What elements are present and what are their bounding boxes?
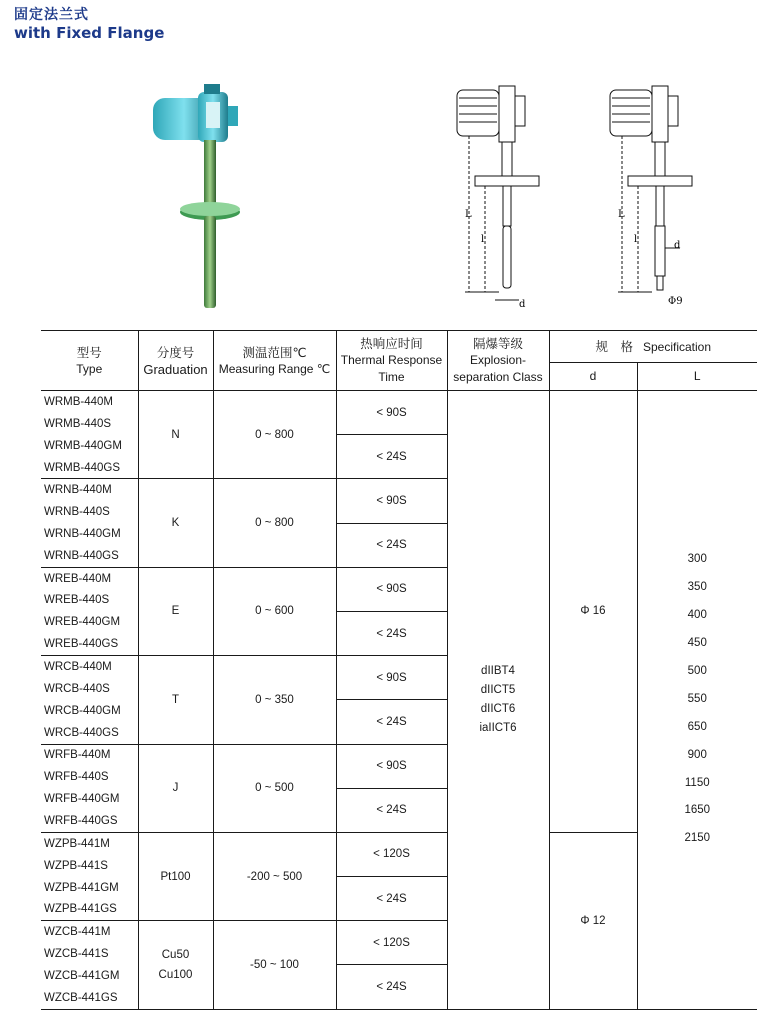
- dimension-drawing-2: [608, 82, 708, 312]
- response-cell: < 90S: [336, 744, 447, 788]
- graduation-value: N: [171, 428, 180, 441]
- header-graduation-cn: 分度号: [156, 344, 195, 360]
- type-cell: WRMB-440M: [41, 391, 138, 413]
- header-response-en-1: Thermal Response: [340, 353, 443, 367]
- type-cell: WRFB-440M: [41, 744, 138, 766]
- type-cell: WRMB-440GM: [41, 435, 138, 457]
- header-type-en: Type: [76, 361, 103, 376]
- graduation-value: J: [172, 782, 179, 795]
- header-explosion-en-2: separation Class: [453, 370, 543, 384]
- response-cell: < 120S: [336, 832, 447, 876]
- header-explosion: [447, 331, 549, 391]
- table-row: [41, 391, 757, 413]
- graduation-value: Pt100: [160, 870, 191, 883]
- range-cell: 0 ~ 500: [213, 744, 336, 832]
- type-cell: WZPB-441GS: [41, 899, 138, 921]
- dim-d-label-2: d: [674, 240, 681, 251]
- L-value: 1150: [684, 776, 710, 789]
- type-cell: WRNB-440M: [41, 479, 138, 501]
- range-cell: -200 ~ 500: [213, 832, 336, 920]
- L-value: 400: [687, 609, 707, 622]
- header-graduation-en: Graduation: [143, 361, 208, 377]
- type-cell: WREB-440M: [41, 567, 138, 589]
- type-cell: WZCB-441M: [41, 921, 138, 943]
- L-value: 650: [687, 720, 707, 733]
- header-response-cn: 热响应时间: [360, 336, 423, 351]
- header-spec-en: Specification: [642, 339, 712, 354]
- graduation-cell: [138, 567, 213, 655]
- type-cell: WRCB-440GM: [41, 700, 138, 722]
- header-range-en: Measuring Range ℃: [218, 361, 331, 376]
- dim-d-label: d: [519, 299, 526, 310]
- header-explosion-cn: 隔爆等级: [472, 336, 523, 351]
- header-d: d: [549, 363, 637, 391]
- type-cell: WRFB-440GS: [41, 810, 138, 832]
- explosion-class-value: dIICT6: [480, 702, 516, 715]
- type-cell: WREB-440S: [41, 589, 138, 611]
- dim-L-label: L: [465, 209, 472, 220]
- type-cell: WZCB-441S: [41, 943, 138, 965]
- explosion-class-value: dIIBT4: [481, 664, 515, 677]
- graduation-cell: [138, 479, 213, 567]
- dim-l-label-2: l: [634, 234, 638, 245]
- L-value: 2150: [684, 832, 711, 845]
- header-type-cn: 型号: [76, 344, 102, 360]
- type-cell: WRMB-440S: [41, 413, 138, 435]
- graduation-cell: [138, 656, 213, 744]
- type-cell: WRNB-440GM: [41, 523, 138, 545]
- title-english: with Fixed Flange: [14, 24, 165, 42]
- type-cell: WZCB-441GS: [41, 987, 138, 1009]
- response-cell: < 90S: [336, 656, 447, 700]
- explosion-class-cell: [447, 391, 549, 1010]
- response-cell: < 24S: [336, 700, 447, 744]
- type-cell: WRCB-440S: [41, 678, 138, 700]
- L-value: 450: [687, 637, 707, 650]
- d-cell: Φ 12: [549, 832, 637, 1009]
- explosion-class-value: dIICT5: [480, 683, 516, 696]
- range-cell: 0 ~ 800: [213, 479, 336, 567]
- type-cell: WREB-440GS: [41, 634, 138, 656]
- type-cell: WRCB-440GS: [41, 722, 138, 744]
- dimension-drawing-1: [455, 82, 555, 312]
- type-cell: WRCB-440M: [41, 656, 138, 678]
- type-cell: WZPB-441GM: [41, 877, 138, 899]
- header-graduation: [138, 331, 213, 391]
- header-range-cn: 测温范围℃: [242, 344, 307, 360]
- graduation-value: K: [171, 517, 180, 530]
- d-cell: Φ 16: [549, 391, 637, 833]
- range-cell: 0 ~ 600: [213, 567, 336, 655]
- header-spec: [549, 331, 757, 363]
- header-response-en-2: Time: [378, 370, 405, 384]
- explosion-class-value: iaIICT6: [479, 721, 517, 734]
- L-cell: [637, 391, 757, 1010]
- type-cell: WRNB-440S: [41, 501, 138, 523]
- title-chinese: 固定法兰式: [14, 7, 89, 23]
- response-cell: < 90S: [336, 567, 447, 611]
- header-type: [41, 331, 138, 391]
- header-explosion-en-1: Explosion-: [469, 353, 527, 367]
- dim-phi9-label: Φ9: [668, 296, 683, 307]
- response-cell: < 90S: [336, 479, 447, 523]
- graduation-cell: [138, 391, 213, 479]
- response-cell: < 24S: [336, 435, 447, 479]
- type-cell: WRFB-440GM: [41, 788, 138, 810]
- type-cell: WZCB-441GM: [41, 965, 138, 987]
- type-cell: WRFB-440S: [41, 766, 138, 788]
- L-value: 900: [687, 748, 707, 761]
- header-spec-cn: 规 格: [595, 338, 633, 354]
- dim-l-label: l: [481, 234, 485, 245]
- response-cell: < 24S: [336, 611, 447, 655]
- header-response: [336, 331, 447, 391]
- graduation-value: E: [171, 605, 180, 618]
- response-cell: < 120S: [336, 921, 447, 965]
- graduation-value: Cu50: [161, 948, 190, 961]
- range-cell: -50 ~ 100: [213, 921, 336, 1009]
- L-value: 350: [687, 581, 707, 594]
- graduation-cell: [138, 921, 213, 1009]
- header-L: L: [637, 363, 757, 391]
- L-value: 550: [687, 692, 707, 705]
- graduation-cell: [138, 832, 213, 920]
- L-value: 500: [687, 664, 707, 677]
- range-cell: 0 ~ 800: [213, 391, 336, 479]
- response-cell: < 24S: [336, 877, 447, 921]
- product-photo: [148, 80, 258, 310]
- L-value: 300: [687, 553, 707, 566]
- response-cell: < 90S: [336, 391, 447, 435]
- type-cell: WRMB-440GS: [41, 457, 138, 479]
- type-cell: WREB-440GM: [41, 611, 138, 633]
- header-range: [213, 331, 336, 391]
- dim-L-label-2: L: [618, 209, 625, 220]
- spec-table: [41, 330, 757, 1010]
- graduation-value: T: [171, 693, 180, 706]
- L-value: 1650: [684, 804, 711, 817]
- range-cell: 0 ~ 350: [213, 656, 336, 744]
- response-cell: < 24S: [336, 523, 447, 567]
- type-cell: WZPB-441S: [41, 854, 138, 876]
- graduation-cell: [138, 744, 213, 832]
- type-cell: WZPB-441M: [41, 832, 138, 854]
- type-cell: WRNB-440GS: [41, 545, 138, 567]
- graduation-value: Cu100: [158, 968, 193, 981]
- response-cell: < 24S: [336, 965, 447, 1009]
- response-cell: < 24S: [336, 788, 447, 832]
